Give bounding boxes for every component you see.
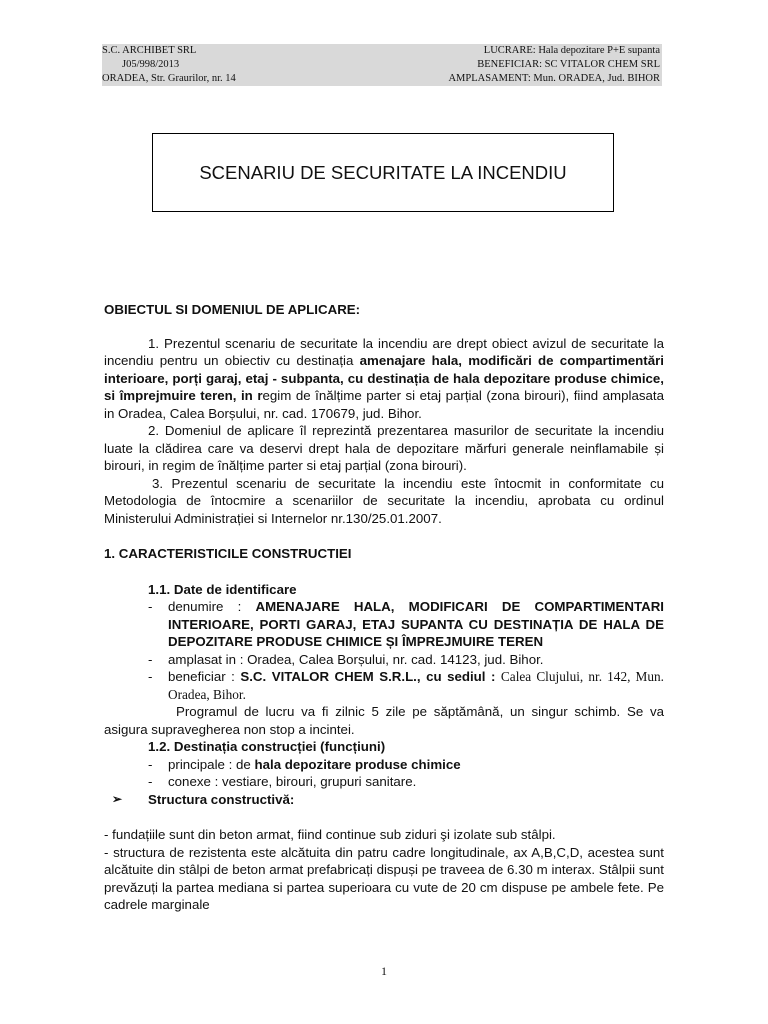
- project-name: LUCRARE: Hala depozitare P+E supanta: [483, 45, 660, 56]
- location: AMPLASAMENT: Mun. ORADEA, Jud. BIHOR: [448, 73, 660, 84]
- subsection-1-2-heading: 1.2. Destinația construcției (funcțiuni): [148, 739, 386, 754]
- subsection-1-1-heading: 1.1. Date de identificare: [148, 581, 297, 597]
- arrow-bullet-icon: ➢: [112, 791, 123, 806]
- foundations-paragraph: - fundațiile sunt din beton armat, fiind continue sub ziduri şi izolate sub stâlpi.: [104, 827, 556, 842]
- dash-bullet: -: [148, 651, 153, 667]
- objective-p1-start: 1. Prezentul scenariu de securitate la incendiu are drept obiect avizul de securitate la incendiu pentru un obiectiv cu destinația: [104, 335, 664, 368]
- registration-number: J05/998/2013: [122, 59, 180, 70]
- objective-paragraph-3: 3. Prezentul scenariu de securitate la incendiu este întocmit in conformitate cu Metodologia de întocmire a scenariilor de securitate la incendiu, aprobata cu ordinul Ministerului Administrației si Internelor nr.130/25.01.2007.: [104, 475, 664, 526]
- dash-bullet: -: [148, 756, 153, 772]
- list-item-denumire: [104, 598, 664, 651]
- beneficiar-value: S.C. VITALOR CHEM S.R.L., cu sediul :: [240, 669, 501, 684]
- list-item-conexe: [104, 773, 664, 791]
- section-1-heading: 1. CARACTERISTICILE CONSTRUCTIEI: [104, 546, 352, 561]
- work-program-paragraph: Programul de lucru va fi zilnic 5 zile pe săptămână, un singur schimb. Se va asigura supravegherea non stop a incintei.: [104, 704, 664, 737]
- list-item-amplasat: [104, 651, 664, 669]
- document-title: SCENARIU DE SECURITATE LA INCENDIU: [199, 161, 567, 183]
- beneficiary: BENEFICIAR: SC VITALOR CHEM SRL: [477, 59, 660, 70]
- title-box: [152, 133, 614, 212]
- list-item-beneficiar: [104, 668, 664, 703]
- company-name: S.C. ARCHIBET SRL: [102, 45, 197, 56]
- objective-paragraph-2: 2. Domeniul de aplicare îl reprezintă prezentarea masurilor de securitate la incendiu luate la clădirea care va deservi drept hala de depozitare mărfuri generale neinflamabile și birouri, in regim de înălțime parter si etaj parțial (zona birouri).: [104, 423, 664, 473]
- objective-p1-bold: amenajare hala, modificări de compartimentări interioare, porți garaj, etaj - subpanta, cu destinația de hala depozitare produse chimice, si împrejmuire teren, in r: [104, 353, 664, 403]
- beneficiar-address: Calea Clujului, nr. 142, Mun. Oradea, Bihor.: [168, 669, 664, 702]
- amplasat-text: amplasat in : Oradea, Calea Borșului, nr. cad. 14123, jud. Bihor.: [168, 651, 544, 667]
- dash-bullet: -: [148, 669, 153, 684]
- principale-value: hala depozitare produse chimice: [254, 756, 461, 772]
- structure-heading: Structura constructivă:: [148, 791, 295, 807]
- objective-paragraph-1: [104, 335, 664, 423]
- dash-bullet: -: [148, 774, 153, 789]
- denumire-value: AMENAJARE HALA, MODIFICARI DE COMPARTIMENTARI INTERIOARE, PORTI GARAJ, ETAJ SUPANTA CU DESTINAȚIA DE HALA DE DEPOZITARE PRODUSE CHIMICE ȘI ÎMPREJMUIRE TEREN: [168, 599, 664, 649]
- document-header: [102, 44, 662, 86]
- principale-label: principale : de: [168, 756, 255, 772]
- conexe-text: conexe : vestiare, birouri, grupuri sanitare.: [168, 774, 417, 789]
- beneficiar-label: beneficiar :: [168, 669, 241, 684]
- header-right: [448, 44, 660, 86]
- list-item-principale: [104, 756, 664, 774]
- objective-heading: OBIECTUL SI DOMENIUL DE APLICARE:: [104, 302, 361, 317]
- header-left: [102, 44, 236, 86]
- document-body: [104, 301, 664, 914]
- structure-heading-item: [104, 791, 664, 809]
- objective-p1-end: egim de înălțime parter si etaj parțial (zona birouri), fiind amplasata in Oradea, Calea Borșului, nr. cad. 170679, jud. Bihor.: [104, 388, 664, 421]
- page-number: 1: [381, 964, 387, 978]
- structure-paragraph: - structura de rezistenta este alcătuita din patru cadre longitudinale, ax A,B,C,D, acestea sunt alcătuite din stâlpi de beton armat prefabricați dispuși pe traveea de 6.30 m interax. Stâlpii sunt prevăzuți la partea mediana si partea superioara cu vute de 20 cm dispuse pe ambele fete. Pe cadrele marginale: [104, 844, 664, 912]
- dash-bullet: -: [148, 599, 153, 614]
- company-address: ORADEA, Str. Graurilor, nr. 14: [102, 73, 236, 84]
- denumire-label: denumire :: [168, 599, 256, 614]
